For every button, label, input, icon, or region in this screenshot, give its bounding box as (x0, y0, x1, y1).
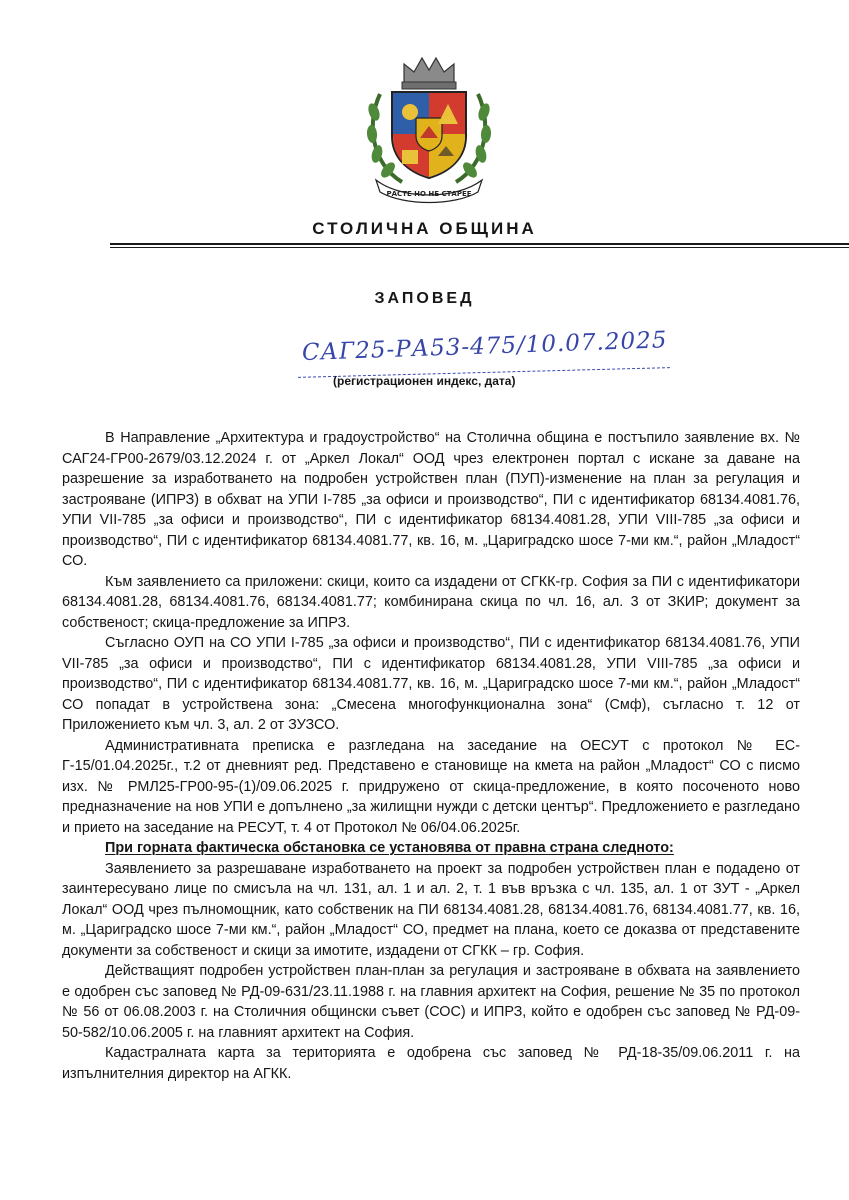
order-body (62, 428, 800, 1084)
paragraph-current-plan: Действащият подробен устройствен план-план за регулация и застрояване в обхвата на заявлението е одобрен със заповед № РД-09-631/23.11.1988 г. на главния архитект на София, решение № 35 по протокол № 56 от 06.08.2003 г. на Столичния общински съвет (СОС) и ИПРЗ, който е одобрен със заповед № РД-09-50-582/10.06.2005 г. на главният архитект на София. (62, 963, 800, 1041)
paragraph-application: В Направление „Архитектура и градоустройство“ на Столична община е постъпило заявление вх. № САГ24-ГР00-2679/03.12.2024 г. от „Аркел Локал“ ООД чрез електронен портал с искане за даване на разрешение за изработването на подробен устройствен план (ПУП)-изменение на план за регулация и застрояване (ИПРЗ) в обхват на УПИ I-785 „за офиси и производство“, ПИ с идентификатор 68134.4081.76, УПИ VII-785 „за офиси и производство“, ПИ с идентификатор 68134.4081.28, УПИ VIII-785 „за офиси и производство“, ПИ с идентификатор 68134.4081.77, кв. 16, м. „Цариградско шосе 7-ми км.“, район „Младост“ СО. (62, 430, 800, 569)
sofia-coat-of-arms-icon (362, 54, 496, 204)
paragraph-master-plan: Съгласно ОУП на СО УПИ I-785 „за офиси и производство“, ПИ с идентификатор 68134.4081.76, УПИ VII-785 „за офиси и производство“, ПИ с идентификатор 68134.4081.28, УПИ VIII-785 „за офиси и производство“, ПИ с идентификатор 68134.4081.77, кв. 16, м. „Цариградско шосе 7-ми км.“, район „Младост“ СО попадат в устройствена зона: „Смесена многофункционална зона“ (Смф), съгласно т. 12 от Приложението към чл. 3, ал. 2 от ЗУЗСО. (62, 635, 800, 733)
header-divider-thin (110, 247, 849, 248)
paragraph-cadastral-map: Кадастралната карта за територията е одобрена със заповед № РД-18-35/09.06.2011 г. на изпълнителния директор на АГКК. (62, 1045, 800, 1082)
registration-caption: (регистрационен индекс, дата) (333, 374, 516, 388)
header-divider (110, 243, 849, 245)
paragraph-administrative-file: Административната преписка е разгледана на заседание на ОЕСУТ с протокол № ЕС-Г-15/01.04.2025г., т.2 от дневният ред. Представено е становище на кмета на район „Младост“ СО с писмо изх. № РМЛ25-ГР00-95-(1)/09.06.2025 г. придружено от скица-предложение, в която посоченото ново предназначение на нов УПИ е допълнено „за жилищни нужди с детски център“. Предложението е разгледано и прието на заседание на РЕСУТ, т. 4 от Протокол № 06/04.06.2025г. (62, 737, 800, 836)
organization-name: СТОЛИЧНА ОБЩИНА (312, 219, 537, 238)
paragraph-interested-party: Заявлението за разрешаване изработването на проект за подробен устройствен план е подадено от заинтересувано лице по смисъла на чл. 131, ал. 1 и ал. 2, т. 1 във връзка с чл. 135, ал. 1 от ЗУТ - „Аркел Локал“ ООД чрез пълномощник, като собственик на ПИ 68134.4081.28, 68134.4081.76, 68134.4081.77, кв. 16, м. „Цариградско шосе 7-ми км.“, район „Младост“ СО, предмет на плана, което се доказва от представените документи за собственост и скици за имотите, издадени от СГКК – гр. София. (62, 860, 800, 959)
paragraph-attachments: Към заявлението са приложени: скици, които са издадени от СГКК-гр. София за ПИ с идентификатори 68134.4081.28, 68134.4081.76, 68134.4081.77; комбинирана скица по чл. 16, ал. 3 от ЗКИР; документ за собственост; скица-предложение за ИПРЗ. (62, 573, 800, 631)
paragraph-legal-heading: При горната фактическа обстановка се установява от правна страна следното: (105, 840, 674, 856)
document-type-title: ЗАПОВЕД (374, 290, 475, 307)
registration-number-handwritten: САГ25-РА53-475/10.07.2025 (301, 327, 668, 366)
crest-motto: РАСТЕ НО НЕ СТАРЕЕ (386, 190, 472, 198)
